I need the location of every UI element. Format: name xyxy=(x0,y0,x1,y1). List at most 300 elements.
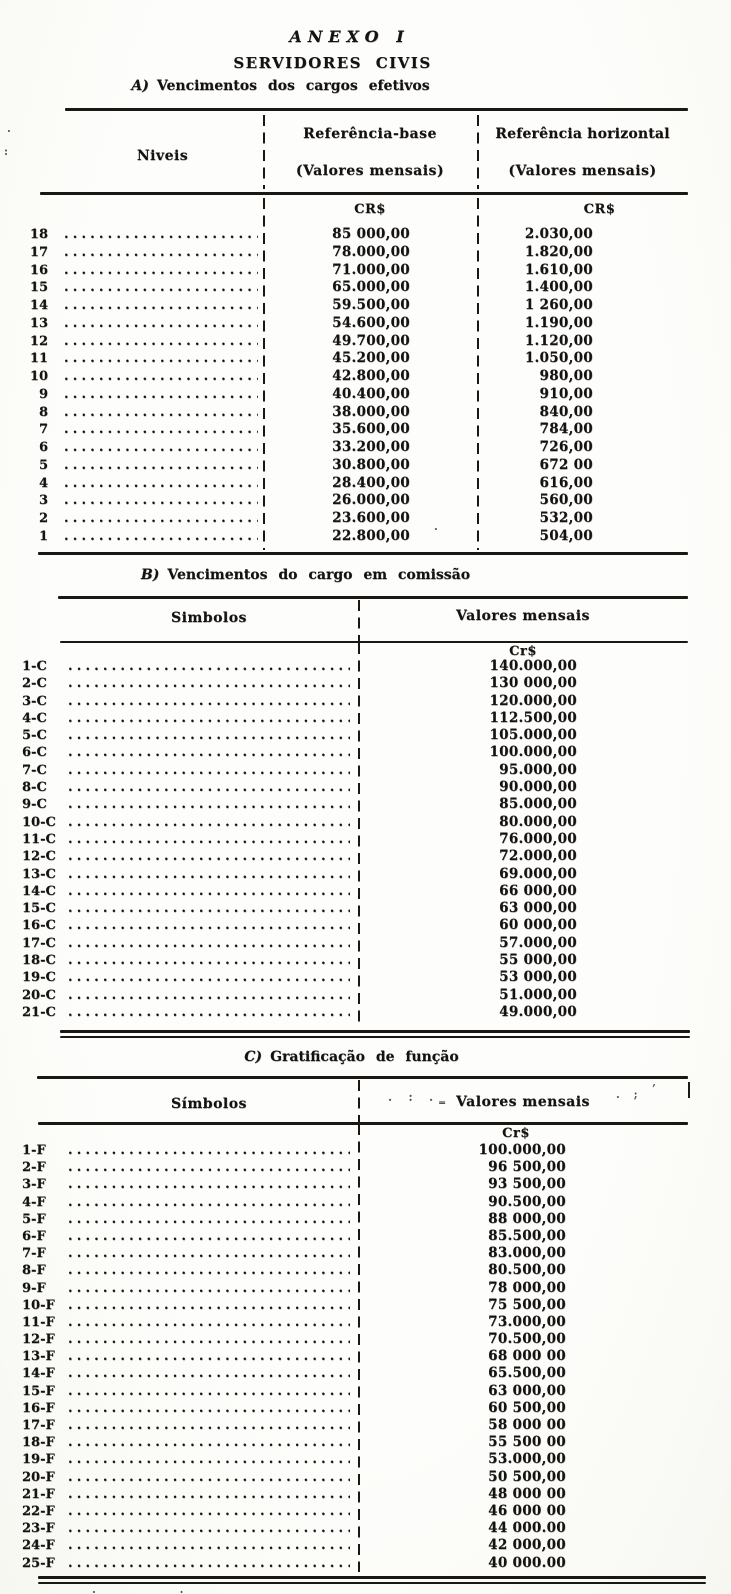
section-b-title: Vencimentos do cargo em comissão xyxy=(167,567,471,583)
table-c-currency: Cr$ xyxy=(502,1126,530,1141)
dot-leader xyxy=(68,1520,350,1537)
table-row xyxy=(22,866,688,883)
dot-leader xyxy=(68,1469,350,1486)
base-value: 40.400,00 xyxy=(332,385,410,402)
dot-leader xyxy=(64,404,258,422)
monthly-value: 140.000,00 xyxy=(489,658,577,674)
table-row xyxy=(22,693,688,710)
level-label: 16 xyxy=(29,262,48,278)
dot-leader xyxy=(68,969,350,986)
table-row xyxy=(22,1245,688,1262)
monthly-value: 76.000,00 xyxy=(499,830,577,847)
table-row xyxy=(22,1417,688,1434)
section-c-title: Gratificação de função xyxy=(270,1049,459,1065)
dot-leader xyxy=(64,350,258,368)
scan-speck: . ; xyxy=(616,1088,643,1101)
level-label: 4 xyxy=(38,475,48,491)
dot-leader xyxy=(64,457,258,475)
table-row xyxy=(22,1280,688,1297)
table-row xyxy=(22,1469,688,1486)
dot-leader xyxy=(68,1004,350,1021)
monthly-value: 48 000 00 xyxy=(488,1485,566,1502)
symbol-label: 14-F xyxy=(22,1366,55,1382)
scan-speck: . xyxy=(434,520,438,533)
dot-leader xyxy=(64,333,258,351)
table-b-bottom-rule xyxy=(60,1030,690,1033)
table-row xyxy=(22,848,688,865)
symbol-label: 4-F xyxy=(22,1194,46,1210)
table-row xyxy=(22,675,688,692)
section-b-letter: B) xyxy=(140,567,160,583)
page-subtitle: SERVIDORES CIVIS xyxy=(233,54,432,72)
horizontal-value: 504,00 xyxy=(539,527,593,544)
level-label: 11 xyxy=(29,351,48,367)
level-label: 18 xyxy=(29,227,48,242)
horizontal-value: 2.030,00 xyxy=(524,226,593,242)
horizontal-value: 784,00 xyxy=(539,421,593,438)
table-row xyxy=(22,350,688,368)
table-row xyxy=(22,1365,688,1382)
monthly-value: 85.000,00 xyxy=(499,796,577,813)
dot-leader xyxy=(64,262,258,280)
symbol-label: 6-C xyxy=(22,745,47,761)
dot-leader xyxy=(68,935,350,952)
table-row xyxy=(22,279,688,297)
dot-leader xyxy=(64,226,258,244)
symbol-label: 13-C xyxy=(22,866,56,882)
table-row xyxy=(22,439,688,457)
monthly-value: 49.000,00 xyxy=(499,1003,577,1020)
dot-leader xyxy=(68,744,350,761)
level-label: 13 xyxy=(29,315,48,331)
table-row xyxy=(22,796,688,813)
dot-leader xyxy=(64,244,258,262)
base-value: 22.800,00 xyxy=(332,527,410,544)
table-row xyxy=(22,917,688,934)
symbol-label: 9-F xyxy=(22,1280,46,1296)
base-value: 35.600,00 xyxy=(332,421,410,438)
table-row xyxy=(22,1211,688,1228)
dot-leader xyxy=(64,439,258,457)
table-row xyxy=(22,831,688,848)
table-row xyxy=(22,1314,688,1331)
dot-leader xyxy=(68,1159,350,1176)
table-row xyxy=(22,262,688,280)
dot-leader xyxy=(68,796,350,813)
dot-leader xyxy=(68,693,350,710)
table-row xyxy=(22,315,688,333)
dot-leader xyxy=(68,1417,350,1434)
level-label: 1 xyxy=(38,528,48,544)
table-row xyxy=(22,1555,688,1572)
dot-leader xyxy=(68,1555,350,1572)
table-row xyxy=(22,744,688,761)
monthly-value: 112.500,00 xyxy=(489,709,577,726)
table-b-header-rule xyxy=(60,641,688,643)
table-row xyxy=(22,1331,688,1348)
monthly-value: 50 500,00 xyxy=(488,1468,566,1485)
base-value: 28.400,00 xyxy=(332,474,410,491)
level-label: 9 xyxy=(38,386,48,402)
symbol-label: 12-F xyxy=(22,1332,55,1348)
table-row xyxy=(22,333,688,351)
level-label: 7 xyxy=(38,422,48,438)
horizontal-value: 1.610,00 xyxy=(524,261,593,278)
monthly-value: 63 000,00 xyxy=(488,1382,566,1399)
symbol-label: 24-F xyxy=(22,1538,55,1554)
table-c-gratificacao-funcao xyxy=(22,1076,688,1586)
dot-leader xyxy=(64,368,258,386)
dot-leader xyxy=(68,987,350,1004)
monthly-value: 60 000,00 xyxy=(499,917,577,934)
table-b-col1-header: Simbolos xyxy=(171,610,247,626)
symbol-label: 21-C xyxy=(22,1004,56,1020)
table-a-col3-subheader: (Valores mensais) xyxy=(508,163,657,179)
table-row xyxy=(22,1451,688,1468)
symbol-label: 20-F xyxy=(22,1469,55,1485)
dot-leader xyxy=(68,866,350,883)
scan-speck: . : .‗ xyxy=(388,1090,452,1104)
monthly-value: 105.000,00 xyxy=(489,727,577,744)
monthly-value: 80.000,00 xyxy=(499,813,577,830)
symbol-label: 8-F xyxy=(22,1263,46,1279)
symbol-label: 19-F xyxy=(22,1452,55,1468)
level-label: 17 xyxy=(29,244,48,260)
level-label: 15 xyxy=(29,280,48,296)
dot-leader xyxy=(68,675,350,692)
table-row xyxy=(22,1194,688,1211)
horizontal-value: 1.120,00 xyxy=(524,332,593,349)
table-a-currency-horizontal: CR$ xyxy=(583,202,616,217)
base-value: 42.800,00 xyxy=(332,368,410,384)
table-row xyxy=(22,883,688,900)
table-row xyxy=(22,1537,688,1554)
table-row xyxy=(22,492,688,510)
level-label: 2 xyxy=(38,511,48,526)
symbol-label: 18-F xyxy=(22,1435,55,1451)
monthly-value: 51.000,00 xyxy=(499,986,577,1003)
horizontal-value: 910,00 xyxy=(539,385,593,402)
base-value: 65.000,00 xyxy=(332,279,410,296)
base-value: 45.200,00 xyxy=(332,350,410,367)
monthly-value: 66 000,00 xyxy=(499,882,577,899)
symbol-label: 3-F xyxy=(22,1177,46,1193)
dot-leader xyxy=(68,1245,350,1262)
table-row xyxy=(22,658,688,675)
symbol-label: 9-C xyxy=(22,797,47,813)
table-row xyxy=(22,1486,688,1503)
symbol-label: 15-F xyxy=(22,1383,55,1399)
symbol-label: 5-F xyxy=(22,1211,46,1227)
dot-leader xyxy=(64,528,258,546)
dot-leader xyxy=(68,1451,350,1468)
monthly-value: 57.000,00 xyxy=(499,934,577,951)
symbol-label: 16-C xyxy=(22,918,56,934)
scan-speck: . . xyxy=(92,1583,224,1594)
base-value: 78.000,00 xyxy=(332,243,410,260)
section-b-heading xyxy=(0,567,671,583)
table-row xyxy=(22,1004,688,1021)
table-row xyxy=(22,969,688,986)
table-row xyxy=(22,421,688,439)
table-c-header-rule xyxy=(38,1122,688,1125)
monthly-value: 63 000,00 xyxy=(499,900,577,917)
symbol-label: 3-C xyxy=(22,693,47,709)
dot-leader xyxy=(64,510,258,528)
base-value: 54.600,00 xyxy=(332,314,410,331)
dot-leader xyxy=(64,297,258,315)
dot-leader xyxy=(68,1211,350,1228)
monthly-value: 40 000.00 xyxy=(488,1554,566,1571)
horizontal-value: 1.400,00 xyxy=(524,279,593,296)
monthly-value: 70.500,00 xyxy=(488,1331,566,1348)
dot-leader xyxy=(68,1365,350,1382)
page-title: ANEXO I xyxy=(289,27,410,46)
table-row xyxy=(22,1503,688,1520)
dot-leader xyxy=(68,1486,350,1503)
table-b-top-rule xyxy=(58,596,688,599)
symbol-label: 7-C xyxy=(22,762,47,778)
base-value: 71.000,00 xyxy=(332,261,410,278)
table-a-rows xyxy=(22,226,688,546)
table-b-bottom-rule xyxy=(60,1036,690,1038)
dot-leader xyxy=(68,883,350,900)
dot-leader xyxy=(68,727,350,744)
table-row xyxy=(22,226,688,244)
base-value: 26.000,00 xyxy=(332,492,410,509)
base-value: 59.500,00 xyxy=(332,297,410,313)
monthly-value: 72.000,00 xyxy=(499,848,577,865)
symbol-label: 7-F xyxy=(22,1246,46,1262)
symbol-label: 11-C xyxy=(22,831,56,847)
symbol-label: 25-F xyxy=(22,1555,55,1571)
symbol-label: 1-C xyxy=(22,659,47,674)
table-row xyxy=(22,1297,688,1314)
monthly-value: 46 000 00 xyxy=(488,1502,566,1519)
monthly-value: 55 000,00 xyxy=(499,952,577,969)
monthly-value: 100.000,00 xyxy=(489,744,577,761)
table-a-col2-subheader: (Valores mensais) xyxy=(295,163,445,179)
base-value: 23.600,00 xyxy=(332,510,410,526)
monthly-value: 58 000 00 xyxy=(488,1417,566,1433)
horizontal-value: 1 260,00 xyxy=(524,297,593,313)
table-row xyxy=(22,1348,688,1365)
symbol-label: 19-C xyxy=(22,970,56,986)
dot-leader xyxy=(64,279,258,297)
scan-speck: ’ xyxy=(652,1082,656,1095)
monthly-value: 93 500,00 xyxy=(488,1176,566,1193)
table-row xyxy=(22,1142,688,1159)
dot-leader xyxy=(68,831,350,848)
table-row xyxy=(22,386,688,404)
section-a-title: Vencimentos dos cargos efetivos xyxy=(156,78,430,94)
level-label: 12 xyxy=(29,333,48,349)
monthly-value: 42 000,00 xyxy=(488,1537,566,1554)
symbol-label: 17-F xyxy=(22,1418,55,1433)
table-c-rows xyxy=(22,1142,688,1572)
table-row xyxy=(22,1176,688,1193)
monthly-value: 130 000,00 xyxy=(489,675,577,692)
symbol-label: 10-F xyxy=(22,1297,55,1313)
dot-leader xyxy=(68,762,350,779)
table-row xyxy=(22,935,688,952)
table-row xyxy=(22,1262,688,1279)
monthly-value: 68 000 00 xyxy=(488,1348,566,1365)
monthly-value: 69.000,00 xyxy=(499,865,577,882)
symbol-label: 2-C xyxy=(22,676,47,692)
symbol-label: 13-F xyxy=(22,1349,55,1365)
monthly-value: 85.500,00 xyxy=(488,1227,566,1244)
dot-leader xyxy=(68,1176,350,1193)
table-row xyxy=(22,1228,688,1245)
table-a-currency-base: CR$ xyxy=(354,202,386,217)
table-row xyxy=(22,952,688,969)
base-value: 33.200,00 xyxy=(332,439,410,455)
monthly-value: 53 000,00 xyxy=(499,969,577,986)
table-b-cargo-comissao xyxy=(22,596,688,1043)
table-a-vencimentos-efetivos xyxy=(22,108,688,554)
symbol-label: 5-C xyxy=(22,728,47,744)
dot-leader xyxy=(64,386,258,404)
dot-leader xyxy=(64,475,258,493)
horizontal-value: 1.190,00 xyxy=(524,314,593,331)
monthly-value: 75 500,00 xyxy=(488,1296,566,1313)
symbol-label: 14-C xyxy=(22,883,56,899)
symbol-label: 10-C xyxy=(22,814,56,830)
symbol-label: 20-C xyxy=(22,987,56,1003)
table-row xyxy=(22,368,688,386)
symbol-label: 21-F xyxy=(22,1486,55,1502)
table-row xyxy=(22,1159,688,1176)
dot-leader xyxy=(68,1537,350,1554)
table-row xyxy=(22,528,688,546)
table-a-col3-header: Referência horizontal xyxy=(495,126,670,142)
dot-leader xyxy=(68,1142,350,1159)
dot-leader xyxy=(68,848,350,865)
table-c-col1-header: Símbolos xyxy=(171,1096,247,1112)
horizontal-value: 616,00 xyxy=(539,474,593,491)
level-label: 14 xyxy=(29,298,48,313)
section-a-letter: A) xyxy=(131,78,149,94)
monthly-value: 83.000,00 xyxy=(488,1245,566,1262)
horizontal-value: 1.050,00 xyxy=(524,350,593,367)
dot-leader xyxy=(68,1348,350,1365)
table-row xyxy=(22,1520,688,1537)
table-a-col1-header: Niveis xyxy=(136,148,189,164)
dot-leader xyxy=(68,1297,350,1314)
monthly-value: 90.500,00 xyxy=(488,1193,566,1210)
table-row xyxy=(22,710,688,727)
table-a-header-rule xyxy=(40,192,688,195)
dot-leader xyxy=(68,1314,350,1331)
table-row xyxy=(22,457,688,475)
dot-leader xyxy=(68,1400,350,1417)
monthly-value: 60 500,00 xyxy=(488,1399,566,1416)
dot-leader xyxy=(68,1280,350,1297)
horizontal-value: 672 00 xyxy=(539,456,593,473)
monthly-value: 120.000,00 xyxy=(489,692,577,709)
dot-leader xyxy=(68,917,350,934)
dot-leader xyxy=(64,315,258,333)
dot-leader xyxy=(68,1331,350,1348)
horizontal-value: 840,00 xyxy=(539,403,593,420)
dot-leader xyxy=(68,952,350,969)
table-b-rows xyxy=(22,658,688,1021)
level-label: 8 xyxy=(38,404,48,420)
symbol-label: 6-F xyxy=(22,1228,46,1244)
horizontal-value: 532,00 xyxy=(539,510,593,526)
level-label: 10 xyxy=(29,369,48,384)
symbol-label: 11-F xyxy=(22,1314,55,1330)
monthly-value: 78 000,00 xyxy=(488,1279,566,1296)
symbol-label: 17-C xyxy=(22,935,56,951)
base-value: 49.700,00 xyxy=(332,332,410,349)
symbol-label: 1-F xyxy=(22,1143,46,1158)
horizontal-value: 1.820,00 xyxy=(524,243,593,260)
horizontal-value: 560,00 xyxy=(539,492,593,509)
symbol-label: 16-F xyxy=(22,1400,55,1416)
table-b-col2-header: Valores mensais xyxy=(456,608,590,624)
table-a-col2-header: Referência-base xyxy=(303,126,437,142)
symbol-label: 12-C xyxy=(22,849,56,865)
section-a-heading xyxy=(0,78,646,94)
dot-leader xyxy=(68,1434,350,1451)
dot-leader xyxy=(68,1194,350,1211)
dot-leader xyxy=(64,492,258,510)
table-c-edge-tick xyxy=(688,1082,690,1098)
monthly-value: 44 000.00 xyxy=(488,1520,566,1537)
horizontal-value: 980,00 xyxy=(539,368,593,384)
dot-leader xyxy=(68,710,350,727)
table-row xyxy=(22,510,688,528)
monthly-value: 100.000,00 xyxy=(478,1142,566,1158)
dot-leader xyxy=(68,658,350,675)
monthly-value: 53.000,00 xyxy=(488,1451,566,1468)
symbol-label: 18-C xyxy=(22,953,56,969)
dot-leader xyxy=(64,421,258,439)
monthly-value: 95.000,00 xyxy=(499,761,577,778)
table-c-top-rule xyxy=(37,1076,688,1079)
symbol-label: 8-C xyxy=(22,780,47,796)
monthly-value: 65.500,00 xyxy=(488,1365,566,1382)
dot-leader xyxy=(68,1503,350,1520)
table-row xyxy=(22,987,688,1004)
scan-speck: . xyxy=(7,122,11,135)
table-row xyxy=(22,1400,688,1417)
base-value: 30.800,00 xyxy=(332,456,410,473)
section-c-letter: C) xyxy=(244,1049,263,1065)
symbol-label: 15-C xyxy=(22,901,56,917)
table-row xyxy=(22,475,688,493)
base-value: 38.000,00 xyxy=(332,403,410,420)
dot-leader xyxy=(68,1383,350,1400)
symbol-label: 4-C xyxy=(22,710,47,726)
table-c-bottom-rule xyxy=(38,1576,706,1579)
table-row xyxy=(22,1383,688,1400)
level-label: 3 xyxy=(38,493,48,509)
dot-leader xyxy=(68,1228,350,1245)
base-value: 85 000,00 xyxy=(332,226,410,242)
table-row xyxy=(22,762,688,779)
dot-leader xyxy=(68,900,350,917)
table-row xyxy=(22,297,688,315)
horizontal-value: 726,00 xyxy=(539,439,593,455)
table-c-col2-header: Valores mensais xyxy=(456,1094,590,1110)
table-row xyxy=(22,727,688,744)
table-row xyxy=(22,779,688,796)
table-row xyxy=(22,814,688,831)
table-b-currency: Cr$ xyxy=(509,644,537,659)
